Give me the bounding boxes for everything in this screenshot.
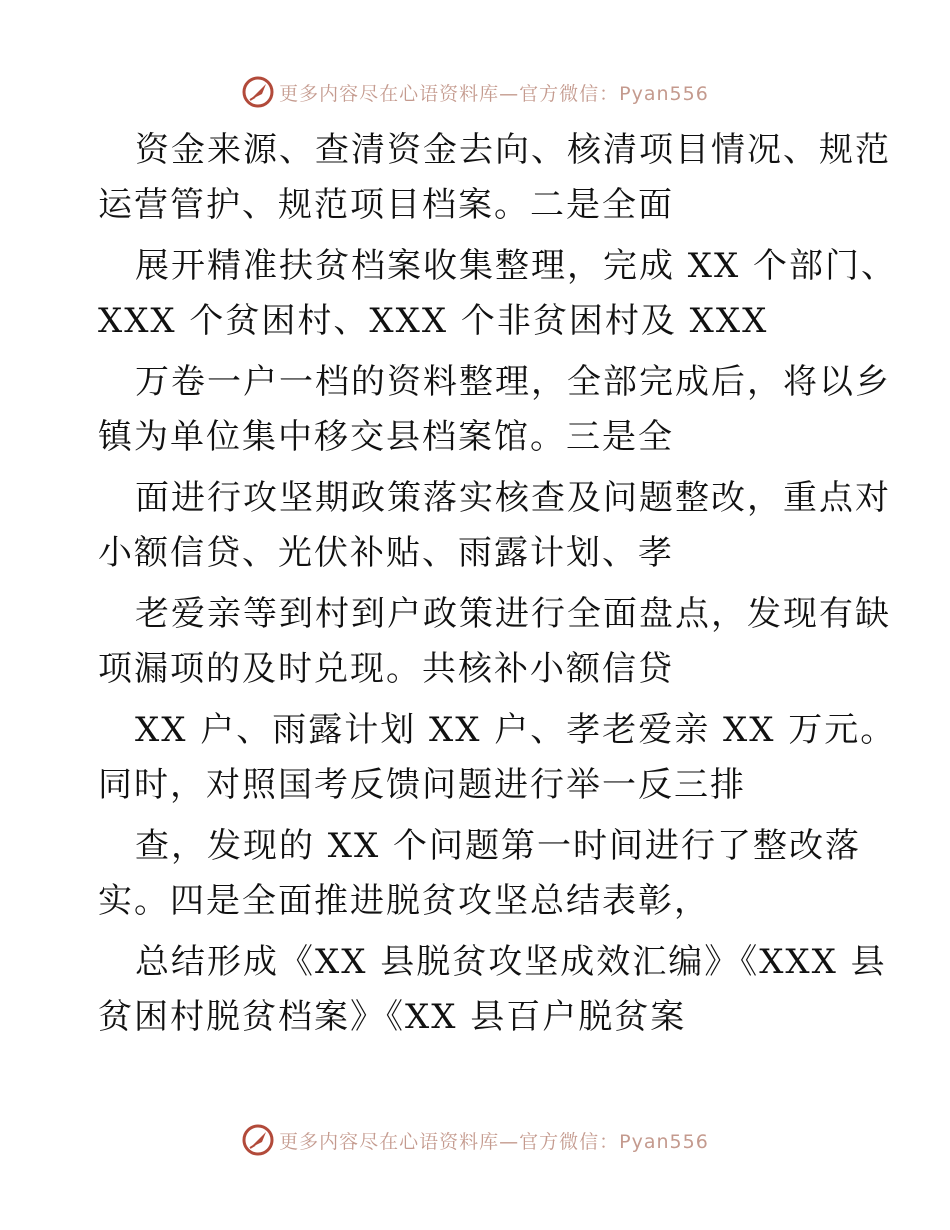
- body-line: 面进行攻坚期政策落实核查及问题整改，重点对: [135, 478, 891, 518]
- body-line: XXX 个贫困村、XXX 个非贫困村及 XXX: [98, 301, 769, 341]
- header-watermark: [0, 72, 950, 112]
- footer-watermark-text: 更多内容尽在心语资料库—官方微信：Pyan556: [279, 1130, 709, 1153]
- body-line: 资金来源、查清资金去向、核清项目情况、规范: [135, 130, 891, 170]
- body-line: 总结形成《XX 县脱贫攻坚成效汇编》《XXX 县: [135, 942, 887, 982]
- body-line: 同时，对照国考反馈问题进行举一反三排: [98, 765, 746, 805]
- quill-logo-icon: [241, 1123, 275, 1157]
- footer-watermark: [0, 1120, 950, 1160]
- body-line: 镇为单位集中移交县档案馆。三是全: [98, 417, 674, 457]
- body-line: 万卷一户一档的资料整理，全部完成后，将以乡: [135, 362, 891, 402]
- body-line: XX 户、雨露计划 XX 户、孝老爱亲 XX 万元。: [135, 710, 897, 750]
- quill-logo-icon: [241, 75, 275, 109]
- body-line: 项漏项的及时兑现。共核补小额信贷: [98, 649, 674, 689]
- body-line: 展开精准扶贫档案收集整理，完成 XX 个部门、: [135, 246, 898, 286]
- body-line: 小额信贷、光伏补贴、雨露计划、孝: [98, 533, 674, 573]
- body-line: 实。四是全面推进脱贫攻坚总结表彰，: [98, 881, 710, 921]
- body-line: 查，发现的 XX 个问题第一时间进行了整改落: [135, 826, 862, 866]
- body-line: 运营管护、规范项目档案。二是全面: [98, 185, 674, 225]
- body-line: 贫困村脱贫档案》《XX 县百户脱贫案: [98, 997, 687, 1037]
- header-watermark-text: 更多内容尽在心语资料库—官方微信：Pyan556: [279, 82, 709, 105]
- body-line: 老爱亲等到村到户政策进行全面盘点，发现有缺: [135, 594, 891, 634]
